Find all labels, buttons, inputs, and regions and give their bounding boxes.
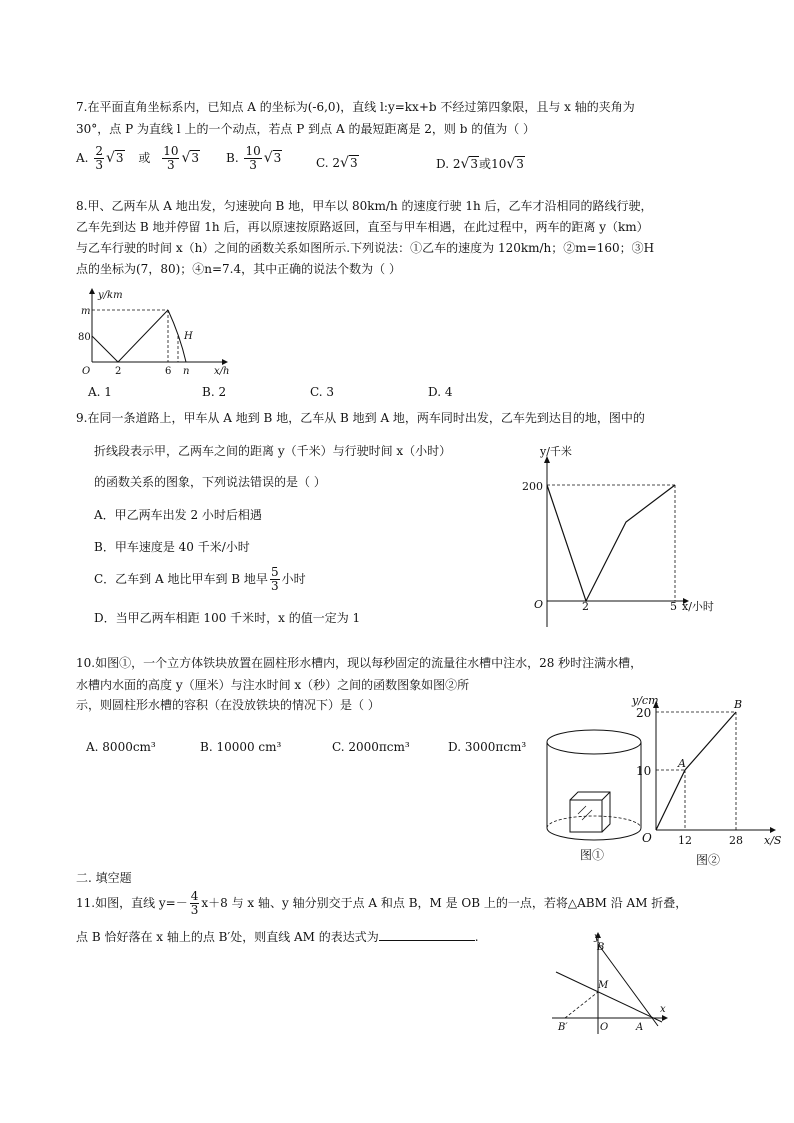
q10-option-a: A. 8000cm³ <box>86 740 156 754</box>
200-label: 200 <box>522 480 543 493</box>
option-label: A. <box>76 151 89 165</box>
cube-shine-2 <box>582 810 592 820</box>
xlabel: x/h <box>214 366 230 377</box>
q8-stem-line1: 8.甲、乙两车从 A 地出发，匀速驶向 B 地，甲车以 80km/h 的速度行驶 1h 后，乙车才沿相同的路线行驶， <box>76 199 653 213</box>
origin-label: O <box>642 831 652 845</box>
q9-option-c: C．乙车到 A 地比甲车到 B 地早 $\frac{5}{3}$ 小时 <box>94 565 306 593</box>
q8-option-d: D. 4 <box>428 385 453 399</box>
n-label: n <box>183 366 190 377</box>
ylabel: y/km <box>98 290 123 301</box>
q9-option-d: D．当甲乙两车相距 100 千米时，x 的值一定为 1 <box>94 611 361 625</box>
80-label: 80 <box>78 332 91 343</box>
t28-label: 28 <box>729 834 743 847</box>
t2-label: 2 <box>582 600 589 613</box>
x-axis-arrow <box>662 1015 668 1021</box>
xlabel: x/S <box>764 834 782 847</box>
q8-option-b: B. 2 <box>202 385 227 399</box>
q10-option-b: B. 10000 cm³ <box>200 740 282 754</box>
q7-option-b: B. $\frac{10}{3}$ √3 <box>226 144 282 172</box>
fold-BpM <box>565 992 598 1018</box>
cylinder-bottom-front <box>547 828 641 840</box>
t5-label: 5 <box>670 600 677 613</box>
answer-blank[interactable] <box>379 928 475 941</box>
q9-graph <box>520 443 730 628</box>
q9-option-a: A．甲乙两车出发 2 小时后相遇 <box>94 508 262 522</box>
q10-option-c: C. 2000πcm³ <box>332 740 410 754</box>
q8-stem-line3: 与乙车行驶的时间 x（h）之间的函数关系如图所示.下列说法：①乙车的速度为 120km/h；②m=160；③H <box>76 241 655 255</box>
x-axis-arrow <box>222 359 228 365</box>
H-label: H <box>184 331 193 342</box>
origin-label: O <box>534 598 544 611</box>
M-label: M <box>598 980 609 991</box>
fraction: $\frac{2}{3}$ <box>95 144 103 172</box>
q10-figure2-graph <box>628 690 788 870</box>
A-label: A <box>678 757 686 770</box>
10-label: 10 <box>636 764 652 778</box>
q8-option-c: C. 3 <box>310 385 335 399</box>
line-AM <box>556 972 662 1022</box>
figure1-caption: 图① <box>580 848 605 862</box>
t12-label: 12 <box>678 834 692 847</box>
t2-label: 2 <box>115 366 122 377</box>
xlabel: x/小时 <box>682 600 714 613</box>
q10-option-d: D. 3000πcm³ <box>448 740 527 754</box>
q9-option-b: B．甲车速度是 40 千米/小时 <box>94 540 250 554</box>
x-axis-arrow <box>770 827 776 833</box>
q7-option-d: D. 2√3或10√3 <box>436 156 524 172</box>
q8-option-a: A. 1 <box>88 385 112 399</box>
graph-line <box>92 310 168 362</box>
graph-line <box>547 485 675 601</box>
q10-stem-line3: 示，则圆柱形水槽的容积（在没放铁块的情况下）是（ ） <box>76 698 380 712</box>
q7-option-a: A. $\frac{2}{3}$ √3 或 $\frac{10}{3}$ √3 <box>76 144 200 172</box>
q9-stem-line3: 的函数关系的图象，下列说法错误的是（ ） <box>94 475 326 489</box>
q11-stem-line1: 11.如图，直线 y=－ $\frac{4}{3}$ x＋8 与 x 轴、y 轴分别交于点 A 和点 B，M 是 OB 上的一点，若将△ABM 沿 AM 折叠， <box>76 889 688 917</box>
B-label: B <box>597 942 605 953</box>
q7-stem-line1: 7.在平面直角坐标系内，已知点 A 的坐标为(-6,0)，直线 l:y=kx+b 不经过第四象限，且与 x 轴的夹角为 <box>76 100 635 114</box>
q7-stem-line2: 30°，点 P 为直线 l 上的一个动点，若点 P 到点 A 的最短距离是 2，则 b 的值为（ ） <box>76 122 536 136</box>
q9-stem-line1: 9.在同一条道路上，甲车从 A 地到 B 地，乙车从 B 地到 A 地，两车同时出发，乙车先到达目的地，图中的 <box>76 411 645 425</box>
fraction: $\frac{10}{3}$ <box>163 144 179 172</box>
20-label: 20 <box>636 706 652 720</box>
figure2-caption: 图② <box>696 853 721 867</box>
q8-stem-line4: 点的坐标为(7，80)；④n=7.4，其中正确的说法个数为（ ） <box>76 262 401 276</box>
q11-graph <box>550 930 670 1035</box>
y-axis-arrow <box>89 288 95 294</box>
A-label: A <box>636 1022 644 1033</box>
q9-stem-line2: 折线段表示甲，乙两车之间的距离 y（千米）与行驶时间 x（小时） <box>94 444 452 458</box>
ylabel: y/千米 <box>540 445 572 458</box>
q7-option-c: C. 2√3 <box>316 155 358 171</box>
m-label: m <box>81 306 91 317</box>
q8-graph <box>76 284 236 378</box>
section-fill-blank-title: 二. 填空题 <box>76 871 132 885</box>
q11-stem-line2: 点 B 恰好落在 x 轴上的点 B′处，则直线 AM 的表达式为 . <box>76 930 479 944</box>
x-label: x <box>660 1004 666 1015</box>
Bprime-label: B′ <box>558 1022 568 1033</box>
origin-label: O <box>82 366 91 377</box>
cube-edge <box>602 792 610 800</box>
q10-stem-line2: 水槽内水面的高度 y（厘米）与注水时间 x（秒）之间的函数图象如图②所 <box>76 678 470 692</box>
graph-line <box>656 712 736 830</box>
q8-stem-line2: 乙车先到达 B 地并停留 1h 后，再以原速按原路返回，直至与甲车相遇，在此过程中，两车的距离 y（km） <box>76 220 649 234</box>
cylinder-bottom-back <box>547 816 641 828</box>
cube-shine-1 <box>578 806 586 814</box>
t6-label: 6 <box>165 366 172 377</box>
O-label: O <box>600 1022 609 1033</box>
or-word: 或 <box>138 151 151 165</box>
y-label: y <box>594 932 600 943</box>
ylabel: y/cm <box>632 694 659 707</box>
q10-stem-line1: 10.如图①，一个立方体铁块放置在圆柱形水槽内，现以每秒固定的流量往水槽中注水，28 秒时注满水槽， <box>76 656 643 670</box>
B-label: B <box>734 698 743 711</box>
cylinder-top <box>547 730 641 754</box>
